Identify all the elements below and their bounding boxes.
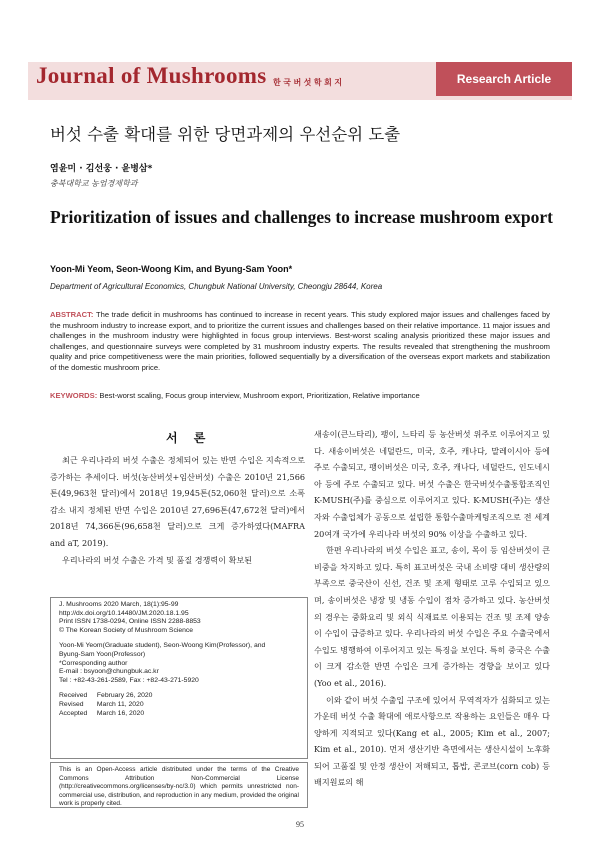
issn-line: Print ISSN 1738-0294, Online ISSN 2288-8853 [59, 618, 201, 626]
abstract [50, 310, 550, 373]
email-line[interactable]: E-mail : bsyoon@chungbuk.ac.kr [59, 668, 159, 676]
paragraph: 최근 우리나라의 버섯 수출은 정체되어 있는 반면 수입은 지속적으로 증가하는 추세이다. 버섯(농산버섯+임산버섯) 수출은 2010년 21,566톤(49,963천 달러)에서 2018년 19,945톤(52,060천 달러)으로 소폭 감소 내지 정체된 반면 수입은 2010년 27,696톤(47,672천 달러)에서 2018년 74,366톤(96,658천 달러)으로 크게 증가하였다(MAFRA and aT, 2019). [50, 455, 305, 548]
license-text: This is an Open-Access article distributed under the terms of the Creative Commons Attribution Non-Commercial License (http://creativecommons.org/licenses/by-nc/3.0) which permits unrestricted non-commercial use, distribution, and reproduction in any medium, provided the original work is properly cited. [59, 766, 299, 808]
korean-title: 버섯 수출 확대를 위한 당면과제의 우선순위 도출 [50, 125, 401, 144]
introduction-heading: 서 론 [166, 431, 212, 445]
right-column [314, 426, 550, 791]
paragraph: 이와 같이 버섯 수출입 구조에 있어서 무역적자가 심화되고 있는 가운데 버섯 수출 확대에 애로사항으로 작용하는 요인들은 매우 다양하게 지적되고 있다(Kang et al., 2005; Kim et al., 2007; Kim et al., 2010). 먼저 생산기반 측면에서는 생산시설이 노후화되어 고품질 및 안정 생산이 저해되고, 톱밥, 콘코브(corn cob) 등 배지원료의 해 [314, 694, 550, 788]
keywords-text: Best-worst scaling, Focus group interview, Mushroom export, Prioritization, Relative importance [99, 391, 420, 400]
english-affiliation: Department of Agricultural Economics, Chungbuk National University, Cheongju 28644, Korea [50, 282, 383, 291]
paragraph: 우리나라의 버섯 수출은 가격 및 품질 경쟁력이 확보된 [62, 554, 253, 565]
abstract-text: The trade deficit in mushrooms has continued to increase in recent years. This study explored major issues and challenges faced by the mushroom industry to increase export, and to prioritize the current issues and challenges based on their relative importance. 11 major issues and challenges in the mushroom industry were highlighted in focus group interviews. Best-worst scaling analysis prioritized these major issues and challenges, and questionnaire surveys were completed by 31 mushroom industry experts. The results revealed that strengthening the mushroom quality and price competitiveness were the main priorities, followed sequentially by a diversification of the overseas export markets and stabilization of the domestic mushroom price. [50, 310, 550, 372]
keywords [50, 391, 550, 400]
article-info-box [50, 597, 308, 759]
phone-fax-line: Tel : +82-43-261-2589, Fax : +82-43-271-5920 [59, 676, 199, 684]
english-authors: Yoon-Mi Yeom, Seon-Woong Kim, and Byung-Sam Yoon* [50, 264, 293, 274]
doi-link[interactable]: http://dx.doi.org/10.14480/JM.2020.18.1.95 [59, 609, 189, 617]
keywords-label: KEYWORDS: [50, 391, 98, 400]
license-box [50, 762, 308, 808]
article-type-badge: Research Article [436, 62, 572, 96]
date-received: Received February 26, 2020 [59, 692, 153, 700]
page-number: 95 [296, 820, 304, 829]
korean-authors: 염윤미 · 김선웅 · 윤병삼* [50, 164, 153, 174]
corresponding-author: *Corresponding author [59, 659, 128, 667]
author-info-line: Byung-Sam Yoon(Professor) [59, 650, 146, 658]
citation-line: J. Mushrooms 2020 March, 18(1):95-99 [59, 601, 179, 608]
society-name: 한국버섯학회지 [273, 78, 345, 87]
journal-title: Journal of Mushrooms [36, 63, 267, 88]
left-column [50, 452, 305, 568]
abstract-label: ABSTRACT: [50, 310, 94, 319]
author-info-line: Yoon-Mi Yeom(Graduate student), Seon-Woong Kim(Professor), and [59, 642, 266, 650]
date-revised: Revised March 11, 2020 [59, 700, 144, 708]
paragraph: 새송이(큰느타리), 팽이, 느타리 등 농산버섯 위주로 이루어지고 있다. 새송이버섯은 네덜란드, 미국, 호주, 캐나다, 말레이시아 등에 주로 수출되고, 팽이버섯은 미국, 호주, 캐나다, 네덜란드, 인도네시아 등에 주로 수출되고 있다. 버섯 수출은 한국버섯수출통합조직인 K-MUSH(주)를 중심으로 이루어지고 있다. K-MUSH(주)는 생산자와 수출업체가 공동으로 설립한 통합수출마케팅조직으로 전 세계 20여개 국가에 우리나라 버섯의 90% 이상을 수출하고 있다. [314, 429, 550, 539]
english-title: Prioritization of issues and challenges to increase mushroom export [50, 207, 553, 227]
paragraph: 한편 우리나라의 버섯 수입은 표고, 송이, 목이 등 임산버섯이 큰 비중을 차지하고 있다. 특히 표고버섯은 국내 소비량 대비 생산량의 부족으로 중국산이 신선, 건조 및 조제 형태로 고루 수입되고 있으며, 송이버섯은 냉장 및 냉동 수입이 점차 증가하고 있다. 농산버섯의 경우는 중화요리 및 외식 식재료로 이용되는 건조 및 조제 양송이 수입이 급증하고 있다. 우리나라의 버섯 수입은 주요 수출국에서 수입도 병행하여 이루어지고 있는 특징을 보인다. 특히 중국은 수출이 크게 감소한 반면 수입은 크게 증가하는 경향을 보이고 있다(Yoo et al., 2016). [314, 545, 550, 688]
dates [59, 692, 299, 718]
copyright-line: © The Korean Society of Mushroom Science [59, 626, 194, 634]
korean-affiliation: 충북대학교 농업경제학과 [50, 179, 138, 188]
date-accepted: Accepted March 16, 2020 [59, 709, 145, 717]
